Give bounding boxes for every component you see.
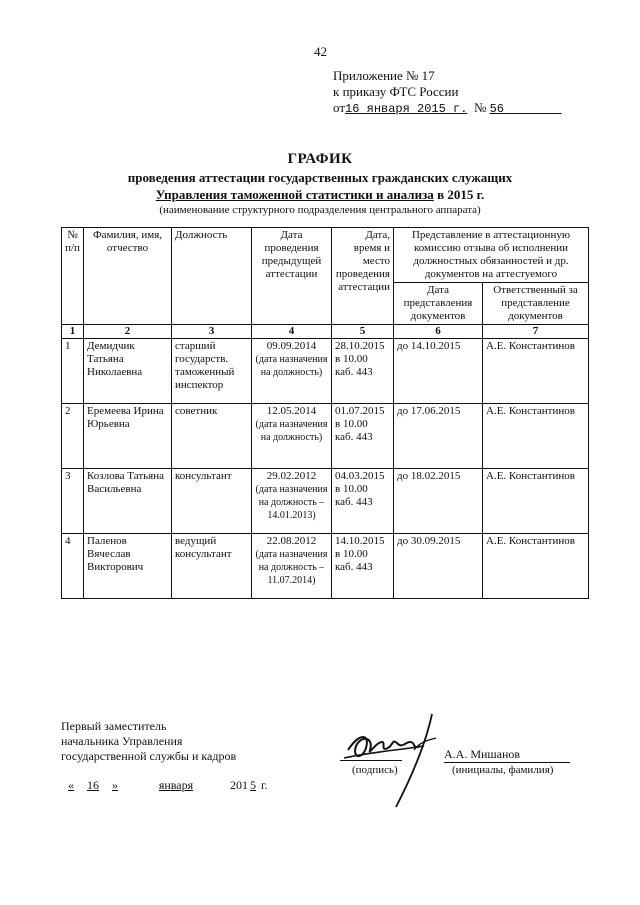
- attestation-when: [332, 469, 394, 534]
- date-year-prefix: 201: [230, 778, 248, 792]
- order-number: 56: [489, 102, 504, 116]
- prev-note: (дата назначения на должность – 11.07.2014): [255, 549, 328, 586]
- col-number: 1: [62, 325, 84, 339]
- prev-date: 09.09.2014: [266, 340, 317, 352]
- header-prev-attestation: Дата проведения предыдущей аттестации: [252, 228, 332, 325]
- employee-name: Паленов Вячеслав Викторович: [84, 534, 172, 599]
- doc-date: до 14.10.2015: [394, 339, 483, 404]
- doc-date: до 18.02.2015: [394, 469, 483, 534]
- attestation-time: в 10.00: [335, 483, 368, 495]
- document-title: ГРАФИК: [287, 151, 353, 167]
- signature-line: [340, 760, 402, 761]
- attestation-when: [332, 339, 394, 404]
- signer-name: А.А. Мишанов: [444, 747, 570, 763]
- doc-date: до 17.06.2015: [394, 404, 483, 469]
- responsible: А.Е. Константинов: [483, 534, 589, 599]
- employee-position: ведущий консультант: [172, 534, 252, 599]
- appendix-order: к приказу ФТС России: [333, 84, 459, 99]
- attestation-date: 01.07.2015: [335, 405, 385, 417]
- attestation-time: в 10.00: [335, 418, 368, 430]
- schedule-year: в 2015 г.: [437, 187, 485, 202]
- attestation-time: в 10.00: [335, 548, 368, 560]
- document-subtitle: проведения аттестации государственных гражданских служащих: [127, 170, 513, 185]
- department-caption: (наименование структурного подразделения центрального аппарата): [159, 204, 481, 216]
- responsible: А.Е. Константинов: [483, 469, 589, 534]
- col-number: 2: [84, 325, 172, 339]
- appendix-block: [333, 68, 562, 117]
- attestation-place: каб. 443: [335, 431, 373, 443]
- attestation-place: каб. 443: [335, 366, 373, 378]
- col-number: 7: [483, 325, 589, 339]
- col-number: 6: [394, 325, 483, 339]
- header-row: [62, 228, 589, 283]
- header-num: № п/п: [62, 228, 84, 325]
- signature-caption: (подпись): [352, 764, 398, 776]
- doc-date: до 30.09.2015: [394, 534, 483, 599]
- header-attestation-when: Дата, время и место проведения аттестации: [332, 228, 394, 325]
- date-suffix: г.: [261, 778, 268, 792]
- department-line: [0, 187, 640, 203]
- signer-title: [61, 719, 236, 764]
- signer-line: государственной службы и кадров: [61, 749, 237, 763]
- attestation-place: каб. 443: [335, 561, 373, 573]
- date-close-quote: »: [112, 778, 118, 792]
- column-numbers-row: [62, 325, 589, 339]
- col-number: 4: [252, 325, 332, 339]
- row-num: 2: [62, 404, 84, 469]
- table-row: [62, 469, 589, 534]
- attestation-place: каб. 443: [335, 496, 373, 508]
- handwritten-signature: [340, 712, 450, 812]
- header-name: Фамилия, имя, отчество: [84, 228, 172, 325]
- table-row: [62, 404, 589, 469]
- header-responsible: Ответственный за представление документов: [483, 283, 589, 325]
- attestation-when: [332, 534, 394, 599]
- responsible: А.Е. Константинов: [483, 339, 589, 404]
- prev-attestation: [252, 339, 332, 404]
- date-open-quote: «: [68, 778, 74, 792]
- header-doc-date: Дата представления документов: [394, 283, 483, 325]
- number-prefix: №: [473, 100, 487, 115]
- row-num: 1: [62, 339, 84, 404]
- row-num: 4: [62, 534, 84, 599]
- employee-name: Еремеева Ирина Юрьевна: [84, 404, 172, 469]
- date-year-digit: 5: [250, 778, 256, 792]
- responsible: А.Е. Константинов: [483, 404, 589, 469]
- department-name: Управления таможенной статистики и анализа: [155, 187, 434, 202]
- attestation-date: 04.03.2015: [335, 470, 385, 482]
- order-date: 16 января 2015 г.: [345, 102, 468, 116]
- appendix-date-line: [333, 100, 562, 117]
- col-number: 3: [172, 325, 252, 339]
- prev-note: (дата назначения на должность – 14.01.2013): [255, 484, 328, 521]
- employee-position: консультант: [172, 469, 252, 534]
- prev-note: (дата назначения на должность): [255, 419, 328, 443]
- prev-attestation: [252, 534, 332, 599]
- prev-note: (дата назначения на должность): [255, 354, 328, 378]
- date-month: января: [158, 778, 194, 792]
- page-number: 42: [314, 44, 327, 59]
- employee-name: Козлова Татьяна Васильевна: [84, 469, 172, 534]
- header-submission: Представление в аттестационную комиссию отзыва об исполнении должностных обязанностей и др. документов на аттестуемого: [394, 228, 589, 283]
- appendix-title: Приложение № 17: [333, 68, 435, 83]
- employee-position: старший государств. таможенный инспектор: [172, 339, 252, 404]
- schedule-table: [61, 227, 589, 599]
- attestation-time: в 10.00: [335, 353, 368, 365]
- date-prefix: от: [333, 100, 346, 115]
- employee-position: советник: [172, 404, 252, 469]
- date-day: 16: [87, 778, 99, 792]
- prev-attestation: [252, 404, 332, 469]
- col-number: 5: [332, 325, 394, 339]
- signature-date: [64, 778, 268, 793]
- prev-attestation: [252, 469, 332, 534]
- prev-date: 12.05.2014: [266, 405, 317, 417]
- prev-date: 29.02.2012: [266, 470, 317, 482]
- table-row: [62, 339, 589, 404]
- signer-line: начальника Управления: [61, 734, 183, 748]
- attestation-when: [332, 404, 394, 469]
- header-position: Должность: [172, 228, 252, 325]
- prev-date: 22.08.2012: [266, 535, 317, 547]
- name-caption: (инициалы, фамилия): [452, 764, 554, 776]
- attestation-date: 28.10.2015: [335, 340, 385, 352]
- table-row: [62, 534, 589, 599]
- employee-name: Демидчик Татьяна Николаевна: [84, 339, 172, 404]
- attestation-date: 14.10.2015: [335, 535, 385, 547]
- signer-line: Первый заместитель: [61, 719, 167, 733]
- row-num: 3: [62, 469, 84, 534]
